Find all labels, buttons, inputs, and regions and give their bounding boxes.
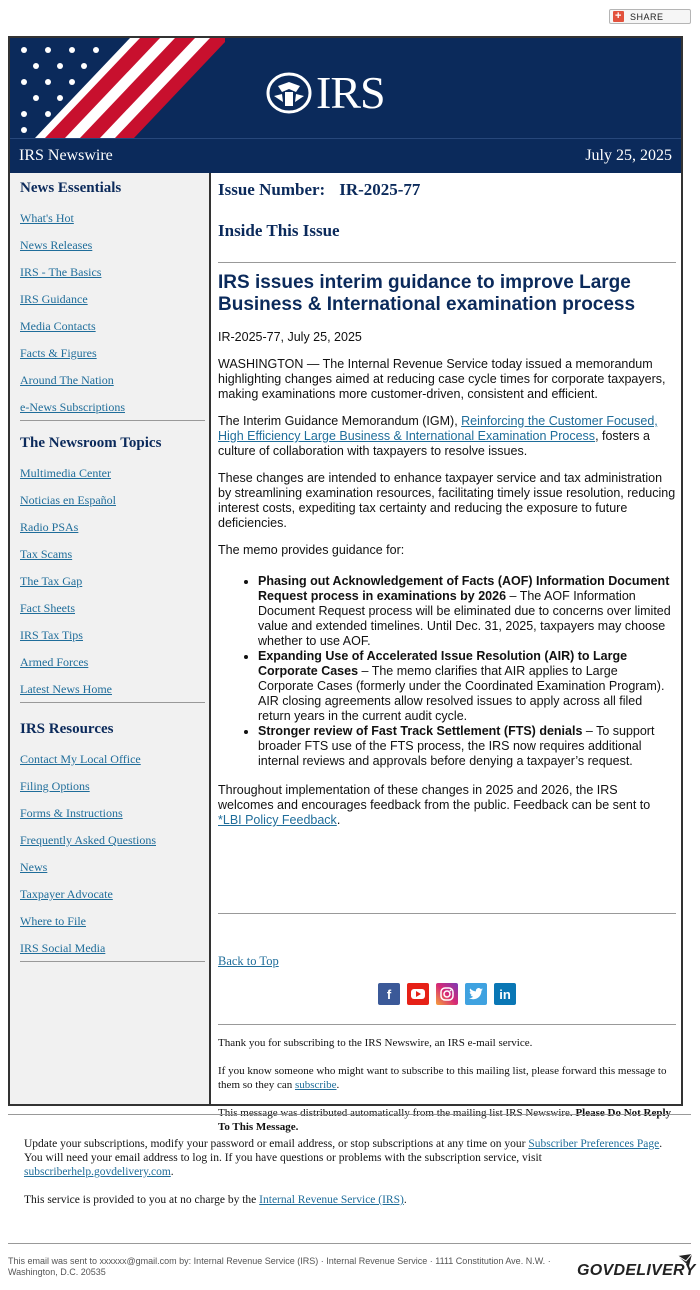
text: .	[403, 1194, 407, 1206]
feedback-link[interactable]: *LBI Policy Feedback	[218, 813, 337, 827]
issue-number-value: IR-2025-77	[339, 180, 421, 199]
list-item	[258, 724, 676, 769]
bullet-title: Stronger review of Fast Track Settlement (FTS) denials	[258, 724, 583, 738]
subscribe-link[interactable]: subscribe	[294, 1079, 337, 1091]
sidebar-section-title: IRS Resources	[20, 721, 114, 737]
irs-logo	[266, 67, 385, 118]
sidebar-link-whats-hot[interactable]: What's Hot	[20, 211, 74, 225]
dateline: IR-2025-77, July 25, 2025	[218, 330, 362, 344]
list-item	[258, 574, 676, 649]
text: . You will need your email address to log in. If you have questions or problems with the subscription service, visit	[24, 1138, 663, 1164]
text: .	[336, 813, 341, 827]
forward-text	[218, 1064, 676, 1092]
distributed-text	[218, 1106, 676, 1134]
sidebar-link-radio-psas[interactable]: Radio PSAs	[20, 520, 79, 534]
divider	[218, 262, 676, 263]
bullet-title: Expanding Use of Accelerated Issue Resolution (AIR) to Large Corporate Cases	[258, 649, 628, 678]
govdelivery-logo[interactable]	[577, 1254, 696, 1282]
paragraph: The memo provides guidance for:	[218, 543, 405, 557]
sidebar-section-title: News Essentials	[20, 180, 122, 196]
inside-this-issue: Inside This Issue	[218, 221, 340, 240]
sidebar-link-fact-sheets[interactable]: Fact Sheets	[20, 601, 75, 615]
govdelivery-wordmark: GOVDELIVERY	[577, 1262, 696, 1279]
text: The Interim Guidance Memorandum (IGM),	[218, 414, 462, 428]
footer-note	[218, 1036, 676, 1148]
flag-graphic	[10, 38, 225, 138]
sidebar-link-latest-news[interactable]: Latest News Home	[20, 682, 112, 696]
text: This service is provided to you at no charge by the	[24, 1194, 260, 1206]
sidebar-link-news[interactable]: News	[20, 860, 48, 874]
sidebar-link-social-media[interactable]: IRS Social Media	[20, 941, 106, 955]
subscriber-preferences-link[interactable]: Subscriber Preferences Page	[528, 1138, 660, 1150]
issue-date: July 25, 2025	[585, 147, 672, 164]
govdelivery-footer-text: This email was sent to xxxxxx@gmail.com by: Internal Revenue Service (IRS) · Internal Revenue Service · 1111 Constitution Ave. N.W. · Washington, D.C. 20535	[8, 1256, 551, 1277]
sidebar-link-irs-guidance[interactable]: IRS Guidance	[20, 292, 88, 306]
sidebar-link-local-office[interactable]: Contact My Local Office	[20, 752, 141, 766]
divider	[218, 913, 676, 914]
share-label: SHARE	[630, 11, 664, 22]
sidebar-link-tax-gap[interactable]: The Tax Gap	[20, 574, 83, 588]
bullet-title: Phasing out Acknowledgement of Facts (AOF) Information Document Request process in examinations by 2026	[258, 574, 670, 603]
bullet-text: – To support broader FTS use of the FTS process, the IRS now requires additional internal reviews and approvals before denying a taxpayer’s request.	[258, 724, 655, 768]
newswire-title: IRS Newswire	[19, 147, 113, 164]
no-reply-notice: Please Do Not Reply To This Message.	[218, 1107, 672, 1133]
sidebar-link-multimedia[interactable]: Multimedia Center	[20, 466, 111, 480]
irs-wordmark: IRS	[316, 67, 385, 118]
plus-icon: +	[613, 11, 624, 22]
instagram-icon[interactable]	[436, 983, 458, 1005]
irs-link[interactable]: Internal Revenue Service (IRS)	[259, 1194, 404, 1206]
subscription-paragraph	[24, 1137, 674, 1179]
text: , fosters a culture of collaboration with taxpayers to resolve issues.	[218, 429, 650, 458]
sidebar-section-title: The Newsroom Topics	[20, 435, 162, 451]
sidebar-link-faq[interactable]: Frequently Asked Questions	[20, 833, 156, 847]
sidebar-link-around-nation[interactable]: Around The Nation	[20, 373, 114, 387]
subscriber-help-link[interactable]: subscriberhelp.govdelivery.com	[24, 1166, 171, 1178]
sidebar-link-tax-scams[interactable]: Tax Scams	[20, 547, 73, 561]
issue-number	[218, 180, 420, 200]
bullet-text: – The memo clarifies that AIR applies to Large Corporate Cases (formerly under the Coordinated Examination Program). AIR closing agreements allow resolved issues to apply across all filed return years in the current audit cycle.	[258, 664, 665, 723]
envelope-icon	[678, 1254, 692, 1266]
text: .	[336, 1079, 340, 1091]
sidebar	[10, 173, 211, 1104]
guidance-list	[218, 574, 676, 769]
text: Update your subscriptions, modify your password or email address, or stop subscriptions at any time on your	[24, 1138, 529, 1150]
linkedin-icon[interactable]: in	[494, 983, 516, 1005]
paragraph	[218, 414, 676, 459]
divider	[8, 1243, 691, 1244]
issue-label: Issue Number:	[218, 180, 326, 199]
paragraph: These changes are intended to enhance taxpayer service and tax administration by streamlining examination resources, facilitating timely issue resolution, reducing interest costs, expediting tax certainty and reducing the exposure to future deficiencies.	[218, 471, 676, 530]
back-to-top-link[interactable]: Back to Top	[218, 954, 279, 968]
header-banner	[10, 38, 681, 138]
share-button[interactable]	[609, 9, 691, 24]
newswire-bar	[10, 138, 681, 173]
list-item	[258, 649, 676, 724]
bullet-text: – The AOF Information Document Request process will be eliminated due to concerns over limited value and extended timelines. Until Dec. 31, 2025, taxpayers may choose whether to use AOF.	[258, 589, 671, 648]
eagle-emblem-icon	[266, 72, 312, 114]
sidebar-link-filing-options[interactable]: Filing Options	[20, 779, 90, 793]
youtube-icon[interactable]	[407, 983, 429, 1005]
sidebar-link-where-to-file[interactable]: Where to File	[20, 914, 86, 928]
sidebar-link-facts-figures[interactable]: Facts & Figures	[20, 346, 97, 360]
social-icons	[378, 983, 516, 1005]
sidebar-link-forms[interactable]: Forms & Instructions	[20, 806, 123, 820]
sidebar-link-enews[interactable]: e-News Subscriptions	[20, 400, 125, 414]
sidebar-link-media-contacts[interactable]: Media Contacts	[20, 319, 96, 333]
paragraph: WASHINGTON — The Internal Revenue Service today issued a memorandum highlighting changes aimed at reducing case cycle times for corporate taxpayers, making examinations more customer-driven, consistent and efficient.	[218, 357, 666, 401]
sidebar-list	[20, 211, 209, 420]
sidebar-divider	[20, 961, 205, 962]
igm-link[interactable]: Reinforcing the Customer Focused, High Efficiency Large Business & International Examination Process	[218, 414, 658, 443]
subscription-info	[24, 1137, 674, 1221]
article-body	[218, 330, 676, 840]
twitter-icon[interactable]	[465, 983, 487, 1005]
facebook-icon[interactable]: f	[378, 983, 400, 1005]
divider	[218, 1024, 676, 1025]
thanks-text: Thank you for subscribing to the IRS Newswire, an IRS e-mail service.	[218, 1037, 533, 1049]
main-content	[211, 173, 681, 1133]
sidebar-link-noticias[interactable]: Noticias en Español	[20, 493, 116, 507]
divider	[8, 1114, 691, 1115]
text: If you know someone who might want to subscribe to this mailing list, please forward this message to them so they can	[218, 1065, 667, 1091]
article-headline: IRS issues interim guidance to improve Large Business & International examination process	[218, 272, 636, 315]
sidebar-list	[20, 752, 209, 961]
service-paragraph	[24, 1193, 674, 1207]
paragraph	[218, 783, 676, 828]
text: Throughout implementation of these changes in 2025 and 2026, the IRS welcomes and encourages feedback from the public. Feedback can be sent to	[218, 783, 651, 812]
sidebar-link-irs-basics[interactable]: IRS - The Basics	[20, 265, 102, 279]
sidebar-list	[20, 466, 209, 702]
newsletter-frame	[8, 36, 683, 1133]
sidebar-link-taxpayer-advocate[interactable]: Taxpayer Advocate	[20, 887, 113, 901]
sidebar-link-armed-forces[interactable]: Armed Forces	[20, 655, 89, 669]
sidebar-link-tax-tips[interactable]: IRS Tax Tips	[20, 628, 83, 642]
text: .	[170, 1166, 174, 1178]
text: This message was distributed automatically from the mailing list IRS Newswire.	[218, 1107, 576, 1119]
sidebar-link-news-releases[interactable]: News Releases	[20, 238, 93, 252]
